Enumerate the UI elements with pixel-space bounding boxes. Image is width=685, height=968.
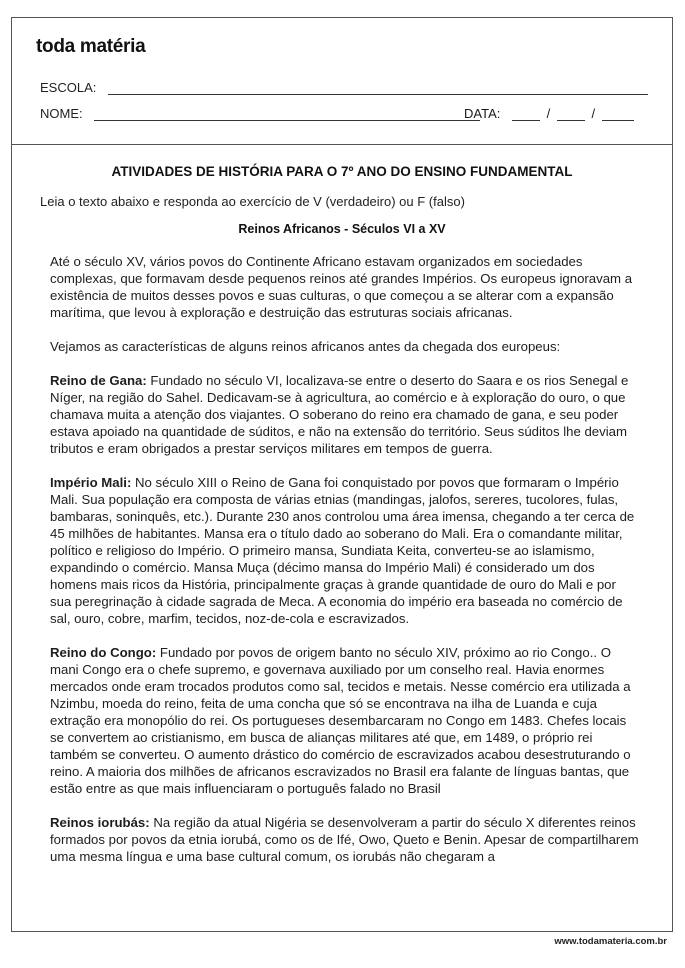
paragraph-lead: Vejamos as características de alguns reinos africanos antes da chegada dos europeus: (50, 339, 561, 354)
reading-text (50, 253, 640, 882)
congo-heading: Reino do Congo: (50, 645, 157, 660)
page-title: ATIVIDADES DE HISTÓRIA PARA O 7º ANO DO ENSINO FUNDAMENTAL (111, 164, 573, 179)
escola-label: ESCOLA: (40, 80, 97, 95)
paragraph-congo (50, 644, 640, 797)
data-year-line[interactable] (602, 108, 634, 121)
nome-label: NOME: (40, 106, 83, 121)
mali-text: No século XIII o Reino de Gana foi conquistado por povos que formaram o Império Mali. Sua população era composta de várias etnias (mandingas, jalofos, sereres, tucolores, fulas, bambaras, soninquês, etc.). Durante 230 anos controlou uma área imensa, chegando a ter cerca de 45 milhões de habitantes. Mansa era o título dado ao soberano do Mali. Era o comandante militar, político e religioso do Império. O primeiro mansa, Sundiata Keita, converteu-se ao islamismo, expandindo o comércio. Mansa Muça (décimo mansa do Império Mali) é considerado um dos homens mais ricos da História, principalmente graças à grande quantidade de ouro do Mali e por sua peregrinação à cidade sagrada de Meca. A economia do império era baseada no comércio de sal, ouro, cobre, marfim, tecidos, noz-de-cola e escravizados. (50, 475, 635, 626)
brand-logo: toda matéria (36, 36, 146, 57)
paragraph-intro: Até o século XV, vários povos do Continente Africano estavam organizados em sociedades complexas, que formavam desde pequenos reinos até grandes Impérios. Os europeus ignoravam a existência de muitos desses povos e suas culturas, o que começou a se alterar com a expansão marítima, que levou à exploração e destruição das estruturas sociais africanas. (50, 254, 633, 320)
nome-line[interactable] (94, 108, 480, 121)
congo-text: Fundado por povos de origem banto no século XIV, próximo ao rio Congo.. O mani Congo era o chefe supremo, e governava auxiliado por um conselho real. Havia enormes mercados onde eram trocados produtos como sal, tecidos e metais. Nesse comércio era utilizada a Nzimbu, moeda do reino, feita de uma concha que só se encontrava na ilha de Luanda e cuja extração era monopólio do rei. Os portugueses desembarcaram no Congo em 1483. Chefes locais se convertem ao cristianismo, em busca de alianças militares até que, em 1489, o próprio rei também se converteu. O aumento drástico do comércio de escravizados acabou desestruturando o reino. A maioria dos milhões de africanos escravizados no Brasil era falante de línguas bantas, que estão entre as que mais influenciaram o português falado no Brasil (50, 645, 631, 796)
data-month-line[interactable] (557, 108, 585, 121)
data-label: DATA: (464, 106, 501, 121)
data-field (464, 106, 634, 121)
worksheet-header (12, 18, 672, 145)
date-separator: / (591, 106, 596, 121)
gana-text: Fundado no século VI, localizava-se entre o deserto do Saara e os rios Senegal e Níger, na região do Sahel. Dedicavam-se à agricultura, ao comércio e à exploração do ouro, o que chamava muita a atenção dos viajantes. O soberano do reino era chamado de gana, e seu poder estava apoiado na quantidade de súditos, e não na extensão do território. Seus súditos lhe deviam tributos e eram obrigados a prestar serviços militares em tempos de guerra. (50, 373, 629, 456)
gana-heading: Reino de Gana: (50, 373, 147, 388)
iorubas-text: Na região da atual Nigéria se desenvolveram a partir do século X diferentes reinos formados por povos da etnia iorubá, como os de Ifé, Owo, Queto e Benin. Apesar de compartilharem uma mesma língua e uma base cultural comum, os iorubás não chegaram a (50, 815, 639, 864)
text-subtitle: Reinos Africanos - Séculos VI a XV (238, 222, 446, 236)
worksheet-frame (11, 17, 673, 932)
instruction-text: Leia o texto abaixo e responda ao exercício de V (verdadeiro) ou F (falso) (40, 194, 465, 209)
paragraph-iorubas (50, 814, 640, 865)
escola-field (40, 80, 648, 95)
paragraph-mali (50, 474, 640, 627)
escola-line[interactable] (108, 82, 648, 95)
mali-heading: Império Mali: (50, 475, 132, 490)
data-day-line[interactable] (512, 108, 540, 121)
iorubas-heading: Reinos iorubás: (50, 815, 150, 830)
footer-url[interactable]: www.todamateria.com.br (554, 936, 667, 947)
paragraph-gana (50, 372, 640, 457)
nome-field (40, 106, 480, 121)
date-separator: / (546, 106, 551, 121)
